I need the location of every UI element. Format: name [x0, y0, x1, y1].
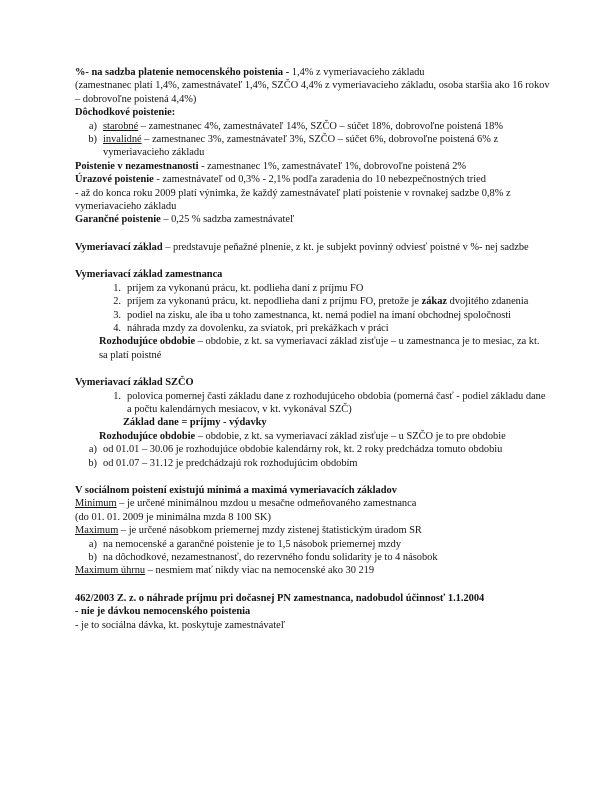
zakon-heading: 462/2003 Z. z. o náhrade príjmu pri dočasnej PN zamestnanca, nadobudol účinnosť 1.1.2004 [75, 592, 485, 604]
maximum-line: Maximum – je určené násobkom priemernej mzdy zistenej štatistickým úradom SR [75, 525, 422, 537]
vz-zamestnanca-list [75, 282, 550, 336]
list-item: 4. náhrada mzdy za dovolenku, za sviatok, pri prekážkach v práci [113, 322, 389, 334]
list-item: 3. podiel na zisku, ale iba u toho zamestnanca, kt. nemá podiel na imaní obchodnej spoločnosti [113, 309, 512, 321]
garancne-line: Garančné poistenie – 0,25 % sadzba zamestnávateľ [75, 214, 295, 226]
list-item: b) invalidné – zamestnanec 3%, zamestnávateľ 3%, SZČO – súčet 6%, dobrovoľne poistená 6% z vymeriavacieho základu [88, 134, 499, 159]
vz-definition: Vymeriavací základ – predstavuje peňažné plnenie, z kt. je subjekt povinný odviesť poistné v %- nej sadzbe [75, 241, 529, 253]
szco-obdobie-list [75, 443, 550, 470]
list-item: 1. polovica pomernej časti základu dane z rozhodujúceho obdobia (pomerná časť - podiel základu dane a počtu kalendárnych mesiacov, v kt. vykonával SZČ) [113, 390, 546, 415]
list-item: 2. príjem za vykonanú prácu, kt. nepodlieha daní z príjmu FO, pretože je zákaz dvojitého zdanenia [113, 296, 529, 308]
list-item: b) na dôchodkové, nezamestnanosť, do rezervného fondu solidarity je to 4 násobok [88, 552, 438, 563]
zakon-note: - je to sociálna dávka, kt. poskytuje zamestnávateľ [75, 619, 285, 631]
vz-zamestnanca-heading: Vymeriavací základ zamestnanca [75, 269, 223, 281]
rozhodujuce-obdobie-zam: Rozhodujúce obdobie – obdobie, z kt. sa vymeriavací základ zisťuje – u zamestnanca je to mesiac, za kt. sa platí poistné [99, 336, 540, 361]
list-item: a) starobné – zamestnanec 4%, zamestnávateľ 14%, SZČO – súčet 18%, dobrovoľne poistená 18% [88, 120, 504, 132]
list-item: a) na nemocenské a garančné poistenie je to 1,5 násobok priemernej mzdy [88, 538, 402, 550]
starobne-term: starobné [103, 120, 139, 132]
nemocenske-rate: 1,4% z vymeriavacieho základu [289, 67, 425, 78]
nemocenske-line [75, 66, 550, 79]
minmax-heading: V sociálnom poistení existujú minimá a maximá vymeriavacích základov [75, 484, 397, 496]
dochodkove-heading: Dôchodkové poistenie: [75, 107, 176, 119]
urazove-note: - až do konca roku 2009 platí výnimka, že každý zamestnávateľ platí poistenie v rovnakej sadzbe 0,8% z vymeriavacieho základu [75, 187, 511, 213]
nemocenske-label: %- na sadzba platenie nemocenského poistenia - [75, 67, 290, 78]
maximum-list [75, 538, 550, 565]
vz-szco-heading: Vymeriavací základ SZČO [75, 377, 194, 389]
nezamestnanost-line: Poistenie v nezamestnanosti - zamestnanec 1%, zamestnávateľ 1%, dobrovoľne poistená 2% [75, 160, 467, 172]
list-item: 1. príjem za vykonanú prácu, kt. podlieha daní z príjmu FO [113, 282, 364, 294]
zaklad-dane-formula: Základ dane = príjmy - výdavky [123, 417, 267, 429]
vz-szco-list [75, 390, 550, 417]
list-item: b) od 01.07 – 31.12 je predchádzajú rok rozhodujúcim obdobím [88, 457, 358, 469]
nemocenske-detail: (zamestnanec platí 1,4%, zamestnávateľ 1,4%, SZČO 4,4% z vymeriavacieho základu, osoba staršia ako 16 rokov – dobrovoľne poistená 4,4%) [75, 80, 550, 105]
dochodkove-list [75, 120, 550, 160]
rozhodujuce-obdobie-szco: Rozhodujúce obdobie – obdobie, z kt. sa vymeriavací základ zisťuje – u SZČO je to pre obdobie [99, 430, 506, 442]
maximum-uhrnu-line: Maximum úhrnu – nesmiem mať nikdy viac na nemocenské ako 30 219 [75, 565, 375, 577]
minimum-note: (do 01. 01. 2009 je minimálna mzda 8 100 SK) [75, 511, 271, 523]
zakon-sub: - nie je dávkou nemocenského poistenia [75, 606, 251, 618]
urazove-line: Úrazové poistenie - zamestnávateľ od 0,3% - 2,1% podľa zaradenia do 10 nebezpečnostných tried [75, 174, 486, 186]
list-item: a) od 01.01 – 30.06 je rozhodujúce obdobie kalendárny rok, kt. 2 roky predchádza tomuto obdobiu [88, 444, 503, 456]
minimum-line: Minimum – je určené minimálnou mzdou u mesačne odmeňovaného zamestnanca [75, 498, 417, 510]
invalidne-term: invalidné [103, 134, 142, 146]
